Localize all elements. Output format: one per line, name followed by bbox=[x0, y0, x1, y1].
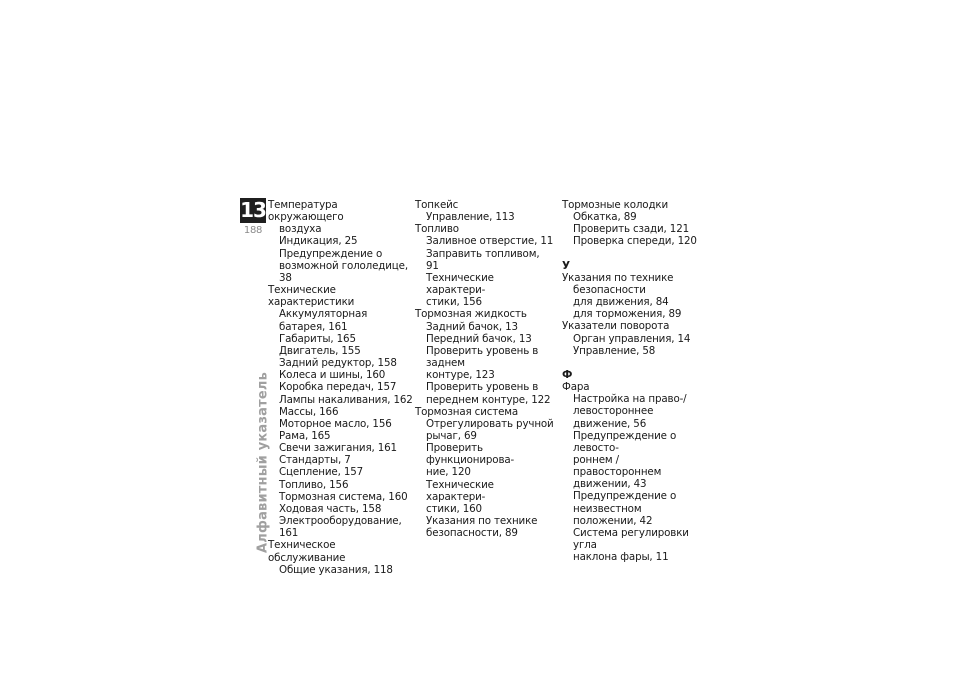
index-subentry: Технические характери- bbox=[426, 478, 494, 503]
index-entry-heading-continued: безопасности bbox=[573, 283, 646, 296]
index-entry-heading: Фара bbox=[562, 381, 590, 394]
index-entry bbox=[268, 284, 413, 539]
index-subentry: для движения, 84 bbox=[573, 296, 669, 309]
index-subentry: Проверить сзади, 121 bbox=[573, 223, 690, 236]
index-entry bbox=[562, 199, 702, 248]
index-subentry: Заливное отверстие, 11 bbox=[426, 235, 554, 248]
index-subentry: Стандарты, 7 bbox=[279, 454, 351, 467]
index-entry-heading: Тормозные колодки bbox=[562, 199, 669, 211]
index-subentry: Управление, 58 bbox=[573, 344, 656, 357]
index-subentry: ние, 120 bbox=[426, 466, 471, 479]
index-subentry: возможной гололедице, 38 bbox=[279, 259, 408, 284]
index-subentry: Передний бачок, 13 bbox=[426, 332, 532, 345]
side-section-title: Алфавитный указатель bbox=[255, 372, 271, 553]
index-subentry: Индикация, 25 bbox=[279, 235, 358, 248]
index-subentry: Общие указания, 118 bbox=[279, 563, 393, 576]
index-subentry: левостороннее движение, 56 bbox=[573, 405, 654, 430]
index-subentry: переднем контуре, 122 bbox=[426, 393, 551, 406]
index-subentry: роннем / правостороннем bbox=[573, 453, 662, 479]
index-entry-heading: Температура окружающего bbox=[268, 199, 344, 224]
index-entry bbox=[415, 406, 555, 540]
index-subentry: Предупреждение о левосто- bbox=[573, 429, 677, 454]
index-entry-heading: Тормозная жидкость bbox=[415, 308, 527, 321]
index-entry bbox=[415, 308, 555, 405]
index-subentry: Ходовая часть, 158 bbox=[279, 502, 382, 515]
index-subentry: Задний бачок, 13 bbox=[426, 320, 518, 333]
index-entry-heading: Указания по технике bbox=[562, 271, 674, 284]
index-subentry: Тормозная система, 160 bbox=[279, 490, 408, 503]
index-subentry: Моторное масло, 156 bbox=[279, 417, 392, 430]
index-subentry: Свечи зажигания, 161 bbox=[279, 442, 397, 455]
index-subentry: Проверить уровень в bbox=[426, 381, 539, 394]
index-subentry: Предупреждение о bbox=[279, 247, 383, 260]
index-entry-heading: Технические характеристики bbox=[268, 284, 355, 309]
page-number: 188 bbox=[243, 225, 263, 236]
index-entry-heading: Топкейс bbox=[415, 199, 459, 211]
index-letter-heading: Ф bbox=[562, 368, 573, 381]
index-subentry: Предупреждение о bbox=[573, 490, 677, 503]
index-entry bbox=[562, 272, 702, 321]
index-subentry: Рама, 165 bbox=[279, 429, 331, 442]
index-subentry: Отрегулировать ручной bbox=[426, 417, 554, 430]
index-subentry: Сцепление, 157 bbox=[279, 466, 364, 479]
index-entry bbox=[415, 223, 555, 308]
index-subentry: Проверить функционирова- bbox=[426, 442, 515, 467]
index-entry-heading: Указатели поворота bbox=[562, 320, 670, 333]
index-entry bbox=[268, 539, 413, 575]
index-entry bbox=[415, 199, 555, 223]
index-subentry: Топливо, 156 bbox=[279, 478, 349, 491]
index-column-1 bbox=[268, 199, 413, 576]
index-subentry: Заправить топливом, 91 bbox=[426, 247, 540, 272]
index-subentry: Орган управления, 14 bbox=[573, 332, 691, 345]
index-subentry: Проверить уровень в заднем bbox=[426, 344, 539, 370]
index-entry-heading-continued: воздуха bbox=[279, 223, 322, 236]
index-entry-heading: Топливо bbox=[415, 223, 459, 236]
index-subentry: неизвестном положении, 42 bbox=[573, 502, 653, 527]
index-subentry: Массы, 166 bbox=[279, 405, 339, 418]
index-subentry: наклона фары, 11 bbox=[573, 551, 669, 564]
index-subentry: Задний редуктор, 158 bbox=[279, 357, 397, 370]
index-entry-heading: Тормозная система bbox=[415, 405, 519, 418]
index-subentry: Указания по технике bbox=[426, 515, 538, 528]
chapter-number: 13 bbox=[240, 198, 266, 222]
index-subentry: Управление, 113 bbox=[426, 211, 515, 224]
index-subentry: Настройка на право-/ bbox=[573, 393, 687, 406]
index-entry bbox=[268, 199, 413, 284]
index-subentry: Проверка спереди, 120 bbox=[573, 235, 697, 248]
index-entry-heading: Техническое обслуживание bbox=[268, 539, 346, 564]
index-subentry: Коробка передач, 157 bbox=[279, 381, 397, 394]
index-subentry: Колеса и шины, 160 bbox=[279, 369, 386, 382]
index-subentry: безопасности, 89 bbox=[426, 527, 518, 540]
index-subentry: движении, 43 bbox=[573, 478, 647, 491]
index-entry bbox=[562, 381, 702, 563]
index-subentry: Двигатель, 155 bbox=[279, 344, 361, 357]
index-subentry: рычаг, 69 bbox=[426, 429, 477, 442]
index-subentry: стики, 160 bbox=[426, 502, 482, 515]
index-subentry: Аккумуляторная батарея, 161 bbox=[279, 308, 368, 333]
index-subentry: Лампы накаливания, 162 bbox=[279, 393, 413, 406]
index-subentry: Система регулировки угла bbox=[573, 526, 689, 552]
index-subentry: Технические характери- bbox=[426, 271, 494, 297]
index-subentry: Габариты, 165 bbox=[279, 332, 356, 345]
index-subentry: Обкатка, 89 bbox=[573, 211, 637, 224]
index-subentry: для торможения, 89 bbox=[573, 308, 682, 321]
index-entry bbox=[562, 320, 702, 356]
index-subentry: Электрооборудование, 161 bbox=[279, 515, 402, 540]
index-subentry: стики, 156 bbox=[426, 296, 482, 309]
chapter-tab bbox=[240, 198, 266, 236]
index-subentry: контуре, 123 bbox=[426, 369, 495, 382]
index-letter-heading: У bbox=[562, 259, 570, 272]
index-column-2 bbox=[415, 199, 555, 539]
index-column-3 bbox=[562, 199, 702, 563]
